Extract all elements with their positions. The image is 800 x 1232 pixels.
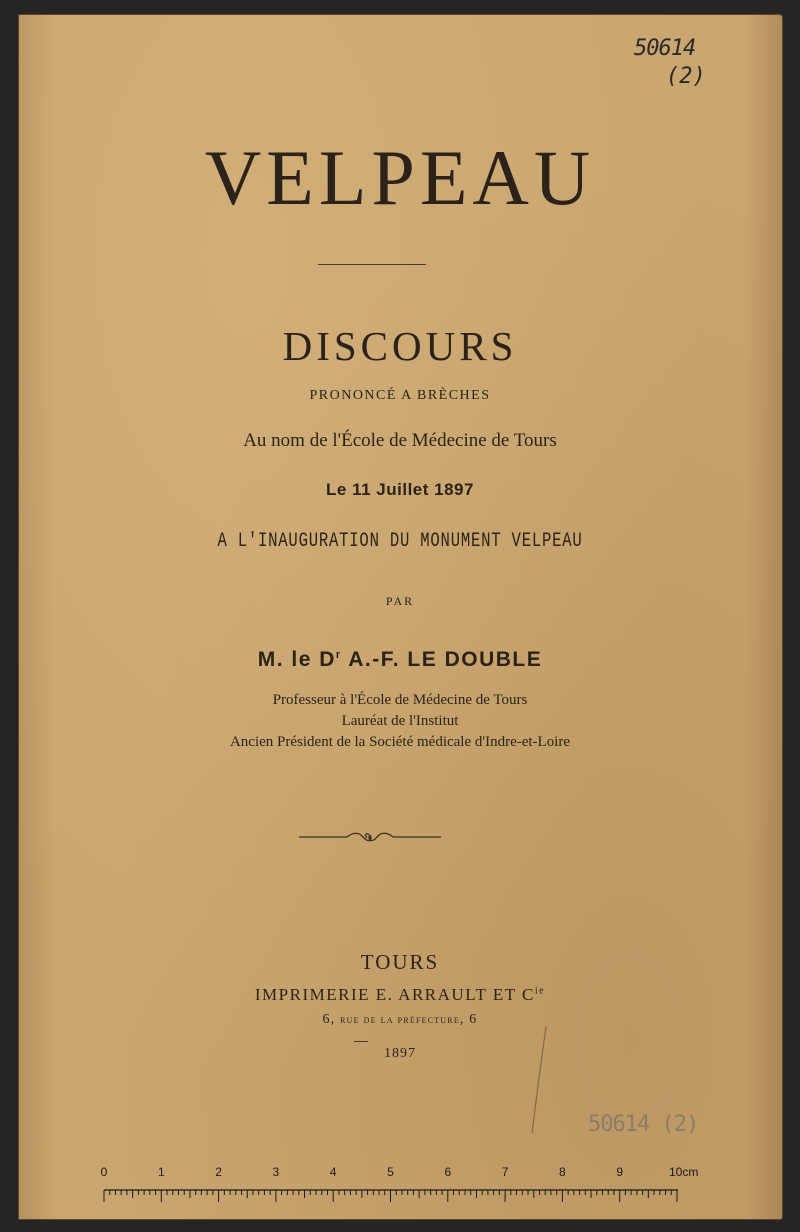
scale-label-0: 0	[100, 1165, 108, 1179]
scale-label-3: 3	[272, 1165, 280, 1179]
scale-label-8: 8	[559, 1165, 566, 1179]
author-name	[0, 648, 800, 672]
volume-number-handwritten: (2)	[666, 64, 706, 89]
year-rule	[354, 1041, 368, 1042]
measurement-scale	[96, 1160, 706, 1206]
scale-label-1: 1	[157, 1165, 165, 1179]
printer-name: IMPRIMERIE E. ARRAULT ET C	[254, 985, 535, 1004]
scale-label-6: 6	[444, 1165, 452, 1179]
occasion-line: A L'INAUGURATION DU MONUMENT VELPEAU	[217, 530, 583, 553]
author-prefix-sup: r	[335, 649, 342, 661]
on-behalf-line: Au nom de l'École de Médecine de Tours	[243, 430, 557, 451]
scale-label-7: 7	[501, 1165, 509, 1179]
imprint-printer	[0, 985, 800, 1005]
author-surname: A.-F. LE DOUBLE	[341, 648, 543, 671]
imprint-year: 1897	[384, 1046, 416, 1061]
author-prefix: M. le D	[257, 648, 336, 671]
paper-crease-mark	[528, 1025, 550, 1135]
catalog-number-handwritten: 50614	[634, 36, 696, 61]
printer-sup: ie	[534, 985, 546, 997]
scale-label-5: 5	[387, 1165, 394, 1179]
imprint-city: TOURS	[360, 950, 440, 974]
scale-label-4: 4	[329, 1165, 337, 1179]
address-number-2: , 6	[459, 1012, 478, 1027]
credential-2: Lauréat de l'Institut	[341, 713, 459, 729]
date-line: Le 11 Juillet 1897	[326, 480, 474, 499]
pencil-catalog-note: 50614 (2)	[588, 1112, 699, 1137]
book-title: VELPEAU	[204, 134, 596, 221]
scale-label-2: 2	[215, 1165, 222, 1179]
address-number-1: 6,	[322, 1012, 341, 1027]
credential-1: Professeur à l'École de Médecine de Tours	[272, 692, 528, 708]
scale-label-9: 9	[616, 1165, 624, 1179]
title-divider	[318, 264, 426, 265]
by-line: PAR	[385, 594, 415, 608]
imprint-address	[0, 1012, 800, 1028]
address-street: rue de la préfecture	[340, 1014, 460, 1026]
subheading: PRONONCÉ A BRÈCHES	[309, 388, 491, 403]
document-heading: DISCOURS	[282, 323, 518, 369]
scale-label-10: 10cm	[669, 1165, 699, 1179]
credential-3: Ancien Président de la Société médicale d'Indre-et-Loire	[229, 734, 571, 750]
ornament-divider-icon	[297, 829, 443, 845]
